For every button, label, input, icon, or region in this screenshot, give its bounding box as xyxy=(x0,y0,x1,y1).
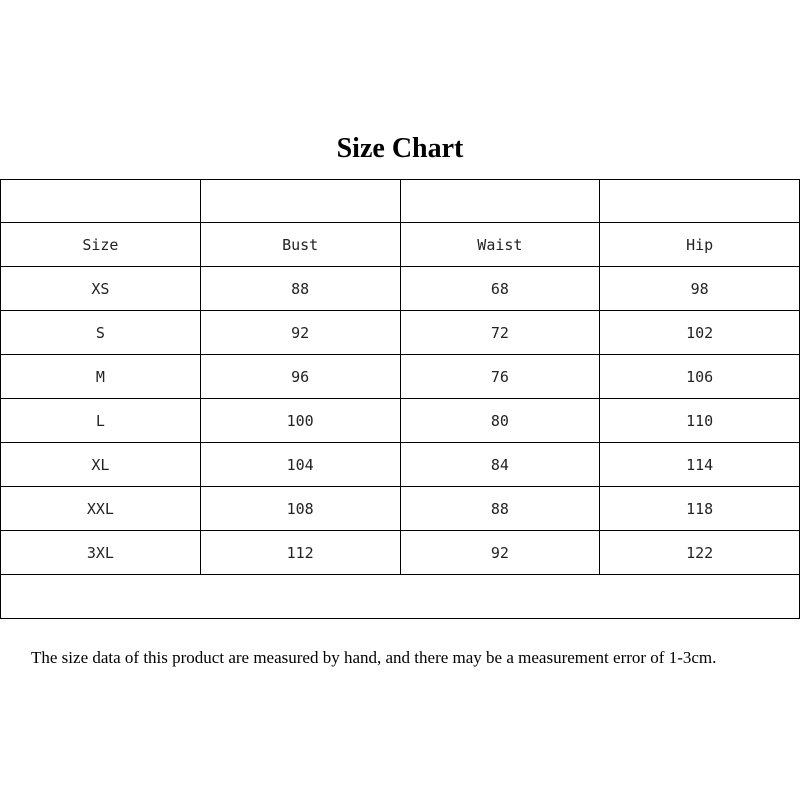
waist-cell: 80 xyxy=(400,399,600,443)
header-cell-hip: Hip xyxy=(600,223,800,267)
header-cell-waist: Waist xyxy=(400,223,600,267)
table-row xyxy=(1,267,800,311)
waist-cell: 68 xyxy=(400,267,600,311)
header-cell-size: Size xyxy=(1,223,201,267)
bust-cell: 88 xyxy=(200,267,400,311)
hip-cell: 98 xyxy=(600,267,800,311)
footer-blank-cell xyxy=(1,575,800,619)
size-table-body xyxy=(1,180,800,619)
hip-cell: 102 xyxy=(600,311,800,355)
size-table xyxy=(0,179,800,619)
blank-cell xyxy=(400,180,600,223)
table-row xyxy=(1,355,800,399)
bust-cell: 104 xyxy=(200,443,400,487)
waist-cell: 92 xyxy=(400,531,600,575)
blank-cell xyxy=(200,180,400,223)
hip-cell: 122 xyxy=(600,531,800,575)
waist-cell: 88 xyxy=(400,487,600,531)
header-row xyxy=(1,223,800,267)
measurement-note: The size data of this product are measured by hand, and there may be a measurement error of 1-3cm. xyxy=(31,648,717,667)
size-cell: L xyxy=(1,399,201,443)
waist-cell: 84 xyxy=(400,443,600,487)
bust-cell: 108 xyxy=(200,487,400,531)
table-row xyxy=(1,399,800,443)
size-cell: M xyxy=(1,355,201,399)
blank-cell xyxy=(1,180,201,223)
footer-blank-row xyxy=(1,575,800,619)
blank-row xyxy=(1,180,800,223)
size-cell: 3XL xyxy=(1,531,201,575)
size-cell: XL xyxy=(1,443,201,487)
hip-cell: 118 xyxy=(600,487,800,531)
waist-cell: 72 xyxy=(400,311,600,355)
bust-cell: 112 xyxy=(200,531,400,575)
page-title: Size Chart xyxy=(336,133,464,164)
table-row xyxy=(1,443,800,487)
bust-cell: 100 xyxy=(200,399,400,443)
size-cell: XS xyxy=(1,267,201,311)
size-cell: S xyxy=(1,311,201,355)
bust-cell: 92 xyxy=(200,311,400,355)
table-row xyxy=(1,487,800,531)
hip-cell: 110 xyxy=(600,399,800,443)
waist-cell: 76 xyxy=(400,355,600,399)
hip-cell: 114 xyxy=(600,443,800,487)
hip-cell: 106 xyxy=(600,355,800,399)
table-row xyxy=(1,531,800,575)
header-cell-bust: Bust xyxy=(200,223,400,267)
table-row xyxy=(1,311,800,355)
size-cell: XXL xyxy=(1,487,201,531)
bust-cell: 96 xyxy=(200,355,400,399)
blank-cell xyxy=(600,180,800,223)
